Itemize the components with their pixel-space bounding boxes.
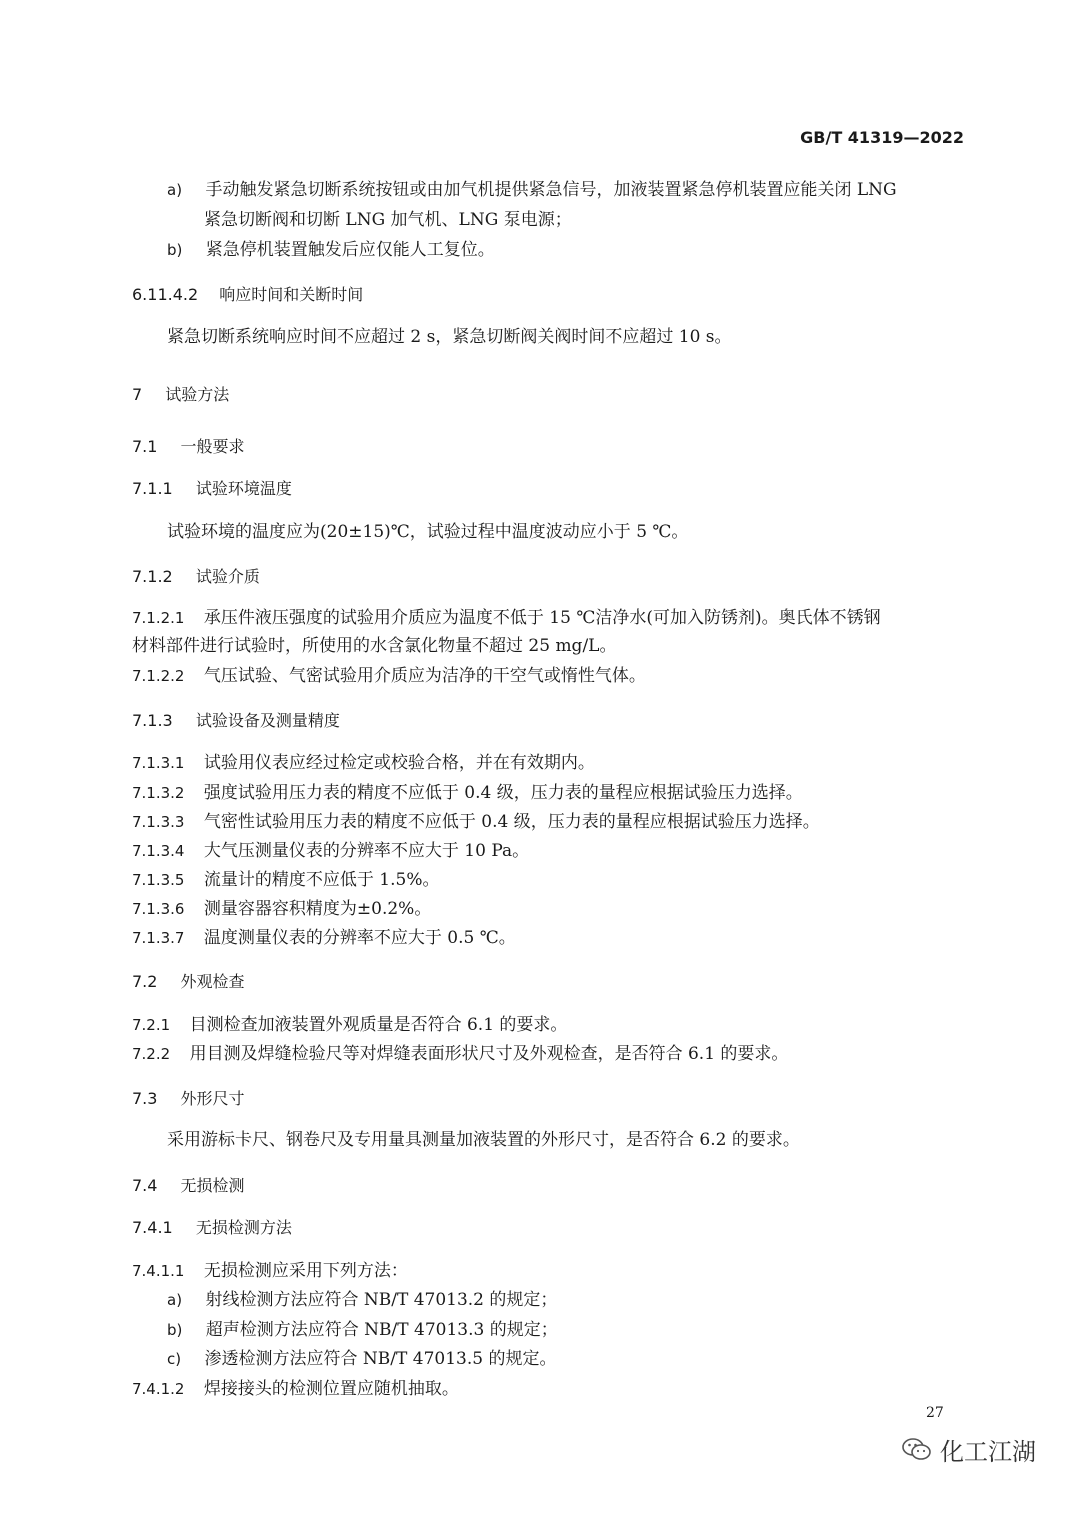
- clause-number: 7.2.1: [132, 1016, 171, 1034]
- section-number: 7.4.1: [132, 1218, 173, 1237]
- list-text: 手动触发紧急切断系统按钮或由加气机提供紧急信号，加液装置紧急停机装置应能关闭 LNG: [205, 180, 897, 200]
- section-heading-7-2: [132, 970, 245, 994]
- section-title: 试验环境温度: [195, 479, 292, 498]
- section-number: 7: [132, 385, 143, 404]
- section-number: 7.3: [132, 1089, 158, 1108]
- section-title: 外观检查: [180, 972, 245, 991]
- clause-7-1-3-6: [132, 897, 431, 921]
- section-number: 7.1.3: [132, 711, 173, 730]
- clause-7-1-2-2: [132, 664, 646, 688]
- list-label: a): [167, 1291, 183, 1309]
- clause-text: 气压试验、气密试验用介质应为洁净的干空气或惰性气体。: [203, 666, 646, 686]
- clause-text: 焊接接头的检测位置应随机抽取。: [203, 1379, 459, 1399]
- section-number: 7.1: [132, 437, 158, 456]
- section-heading-7-1-3: [132, 709, 340, 733]
- clause-7-2-1: [132, 1013, 567, 1037]
- section-heading-7-1-1: [132, 477, 292, 501]
- list-text: 渗透检测方法应符合 NB/T 47013.5 的规定。: [204, 1349, 557, 1369]
- clause-7-1-3-1: [132, 751, 595, 775]
- section-title: 无损检测方法: [195, 1218, 292, 1237]
- clause-text: 测量容器容积精度为±0.2%。: [203, 899, 432, 919]
- section-number: 7.1.2: [132, 567, 173, 586]
- wechat-icon: [902, 1437, 932, 1463]
- section-title: 响应时间和关断时间: [219, 285, 364, 304]
- list-label: b): [167, 241, 183, 259]
- section-heading-7: [132, 383, 229, 407]
- clause-text: 大气压测量仪表的分辨率不应大于 10 Pa。: [203, 841, 530, 861]
- clause-text: 承压件液压强度的试验用介质应为温度不低于 15 ℃洁净水(可加入防锈剂)。奥氏体不锈钢: [203, 608, 881, 628]
- list-label: c): [167, 1350, 182, 1368]
- section-number: 7.1.1: [132, 479, 173, 498]
- clause-text: 气密性试验用压力表的精度不应低于 0.4 级，压力表的量程应根据试验压力选择。: [203, 812, 820, 832]
- list-label: b): [167, 1321, 183, 1339]
- section-heading-6-11-4-2: [132, 283, 363, 307]
- section-title: 一般要求: [180, 437, 245, 456]
- clause-7-1-3-2: [132, 781, 803, 805]
- list-text: 射线检测方法应符合 NB/T 47013.2 的规定；: [205, 1290, 558, 1310]
- clause-number: 7.1.2.2: [132, 667, 185, 685]
- section-heading-7-1-2: [132, 565, 260, 589]
- clause-text: 用目测及焊缝检验尺等对焊缝表面形状尺寸及外观检查，是否符合 6.1 的要求。: [189, 1044, 789, 1064]
- clause-number: 7.4.1.2: [132, 1380, 185, 1398]
- clause-number: 7.1.2.1: [132, 609, 185, 627]
- section-title: 试验方法: [165, 385, 230, 404]
- paragraph: 采用游标卡尺、钢卷尺及专用量具测量加液装置的外形尺寸，是否符合 6.2 的要求。: [167, 1130, 800, 1150]
- clause-number: 7.2.2: [132, 1045, 171, 1063]
- section-number: 7.2: [132, 972, 158, 991]
- section-heading-7-1: [132, 435, 245, 459]
- list-item-b: [167, 238, 495, 262]
- list-item-b: [167, 1318, 558, 1342]
- clause-text: 强度试验用压力表的精度不应低于 0.4 级，压力表的量程应根据试验压力选择。: [203, 783, 803, 803]
- clause-7-1-3-7: [132, 926, 516, 950]
- section-heading-7-4-1: [132, 1216, 292, 1240]
- clause-text-cont: 材料部件进行试验时，所使用的水含氯化物量不超过 25 mg/L。: [132, 636, 617, 656]
- list-text: 紧急停机装置触发后应仅能人工复位。: [205, 240, 495, 260]
- section-heading-7-4: [132, 1174, 245, 1198]
- standard-number: GB/T 41319—2022: [800, 128, 964, 147]
- paragraph: 试验环境的温度应为(20±15)℃，试验过程中温度波动应小于 5 ℃。: [167, 522, 689, 542]
- section-number: 6.11.4.2: [132, 285, 199, 304]
- watermark-text: 化工江湖: [940, 1438, 1036, 1466]
- clause-text: 试验用仪表应经过检定或校验合格，并在有效期内。: [203, 753, 595, 773]
- list-item-a: [167, 178, 897, 202]
- list-label: a): [167, 181, 183, 199]
- section-title: 试验介质: [195, 567, 260, 586]
- page-number: 27: [926, 1405, 944, 1421]
- clause-number: 7.4.1.1: [132, 1262, 185, 1280]
- clause-7-2-2: [132, 1042, 788, 1066]
- section-number: 7.4: [132, 1176, 158, 1195]
- list-item-a: [167, 1288, 557, 1312]
- clause-7-4-1-2: [132, 1377, 459, 1401]
- clause-number: 7.1.3.2: [132, 784, 185, 802]
- clause-number: 7.1.3.3: [132, 813, 185, 831]
- clause-7-1-3-3: [132, 810, 820, 834]
- section-title: 外形尺寸: [180, 1089, 245, 1108]
- clause-7-1-3-4: [132, 839, 529, 863]
- clause-text: 流量计的精度不应低于 1.5%。: [203, 870, 440, 890]
- clause-text: 目测检查加液装置外观质量是否符合 6.1 的要求。: [189, 1015, 568, 1035]
- list-item-a-cont: 紧急切断阀和切断 LNG 加气机、LNG 泵电源；: [204, 210, 572, 230]
- clause-7-1-2-1: [132, 606, 881, 630]
- clause-number: 7.1.3.5: [132, 871, 185, 889]
- clause-7-1-3-5: [132, 868, 439, 892]
- watermark: [902, 1432, 1036, 1467]
- clause-number: 7.1.3.6: [132, 900, 185, 918]
- clause-number: 7.1.3.7: [132, 929, 185, 947]
- list-text: 超声检测方法应符合 NB/T 47013.3 的规定；: [205, 1320, 558, 1340]
- clause-7-4-1-1: [132, 1259, 408, 1283]
- clause-text: 温度测量仪表的分辨率不应大于 0.5 ℃。: [203, 928, 516, 948]
- clause-text: 无损检测应采用下列方法：: [203, 1261, 408, 1281]
- list-item-c: [167, 1347, 556, 1371]
- clause-number: 7.1.3.1: [132, 754, 185, 772]
- clause-number: 7.1.3.4: [132, 842, 185, 860]
- section-title: 无损检测: [180, 1176, 245, 1195]
- paragraph: 紧急切断系统响应时间不应超过 2 s，紧急切断阀关阀时间不应超过 10 s。: [167, 327, 732, 347]
- section-heading-7-3: [132, 1087, 245, 1111]
- section-title: 试验设备及测量精度: [195, 711, 340, 730]
